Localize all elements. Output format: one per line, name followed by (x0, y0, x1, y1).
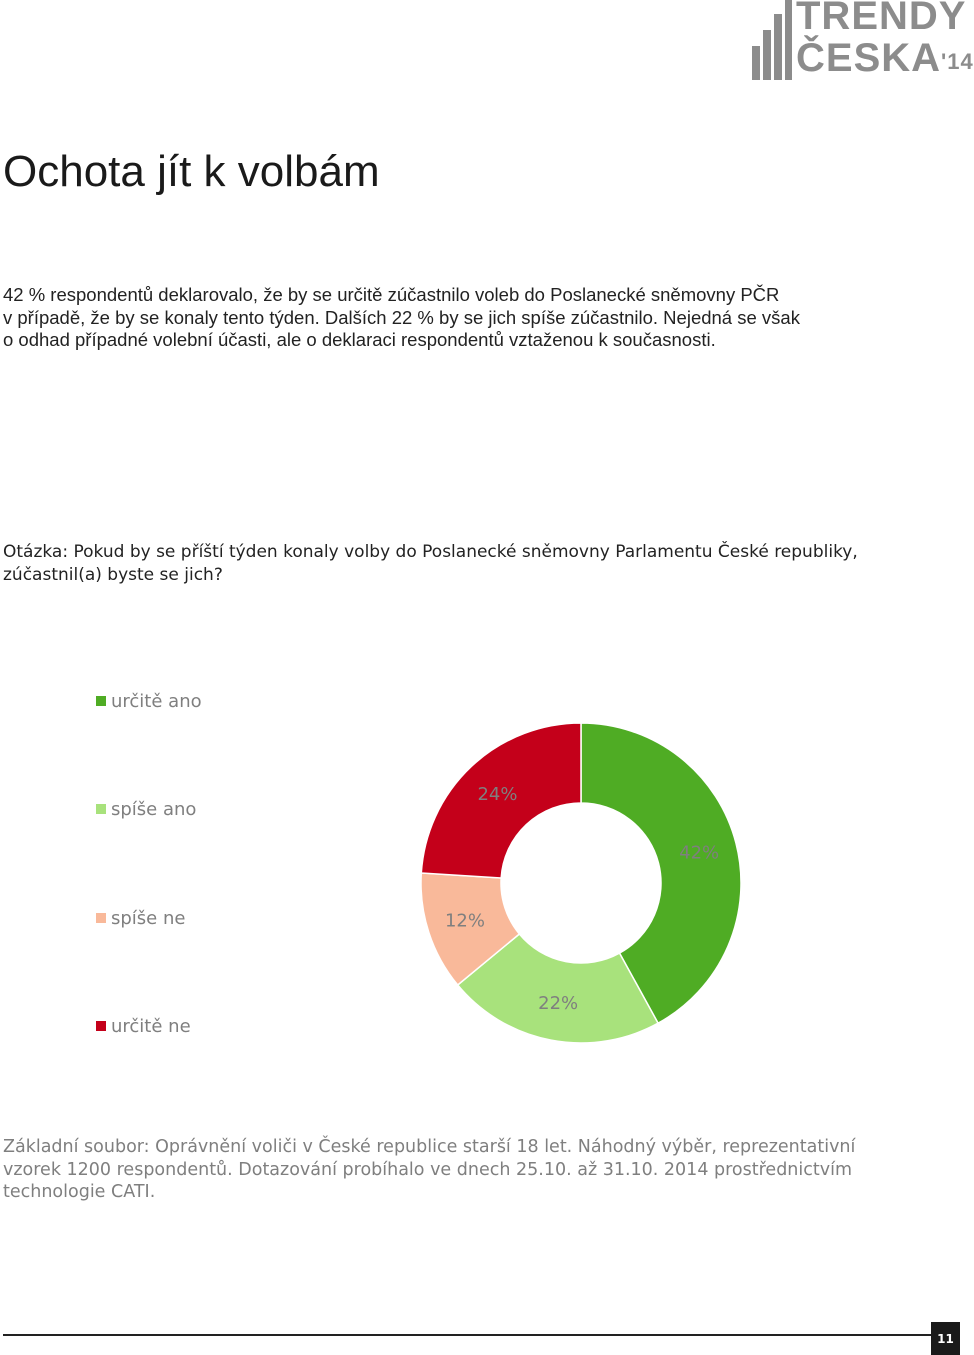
trendy-ceska-logo (752, 0, 974, 82)
donut-data-label: 42% (679, 842, 720, 864)
legend-swatch (96, 804, 106, 814)
legend-swatch (96, 913, 106, 923)
legend-label: spíše ne (111, 908, 186, 929)
legend-label: spíše ano (111, 799, 197, 820)
donut-chart (400, 700, 760, 1060)
intro-line: v případě, že by se konaly tento týden. Dalších 22 % by se jich spíše zúčastnilo. Nejedná se však (3, 306, 800, 328)
legend-item-spise-ne (96, 907, 185, 931)
legend-label: určitě ano (111, 691, 202, 712)
legend-item-urcite-ne (96, 1015, 191, 1039)
legend-item-spise-ano (96, 798, 196, 822)
logo-text-ceska: ČESKA (796, 36, 942, 80)
intro-line: o odhad případné volební účasti, ale o deklaraci respondentů vztaženou k současnosti. (3, 329, 716, 350)
donut-data-label: 24% (477, 784, 518, 806)
intro-paragraph (3, 284, 933, 352)
bar-chart-logo-icon (752, 0, 792, 80)
footnote (3, 1136, 958, 1204)
intro-line: 42 % respondentů deklarovalo, že by se určitě zúčastnilo voleb do Poslanecké sněmovny PČR (3, 284, 780, 305)
question-line: zúčastnil(a) byste se jich? (3, 564, 223, 585)
question-line: Otázka: Pokud by se příští týden konaly volby do Poslanecké sněmovny Parlamentu České republiky, (3, 542, 858, 562)
footnote-line: vzorek 1200 respondentů. Dotazování probíhalo ve dnech 25.10. až 31.10. 2014 prostřednictvím (3, 1159, 853, 1180)
logo-year: '14 (941, 49, 974, 74)
legend-swatch (96, 1021, 106, 1031)
donut-data-label: 22% (538, 992, 579, 1014)
donut-data-label: 12% (444, 910, 485, 932)
page-number: 11 (931, 1322, 960, 1355)
footer-divider (3, 1334, 931, 1336)
logo-text-line1: TRENDY (796, 0, 967, 38)
legend-label: určitě ne (111, 1016, 191, 1037)
footnote-line: Základní soubor: Oprávnění voliči v České republice starší 18 let. Náhodný výběr, reprezentativní (3, 1137, 856, 1157)
legend-swatch (96, 696, 106, 706)
legend-item-urcite-ano (96, 690, 202, 714)
survey-question (3, 541, 958, 586)
footnote-line: technologie CATI. (3, 1182, 156, 1202)
logo-text-line2 (796, 36, 974, 80)
page-title: Ochota jít k volbám (3, 147, 380, 196)
